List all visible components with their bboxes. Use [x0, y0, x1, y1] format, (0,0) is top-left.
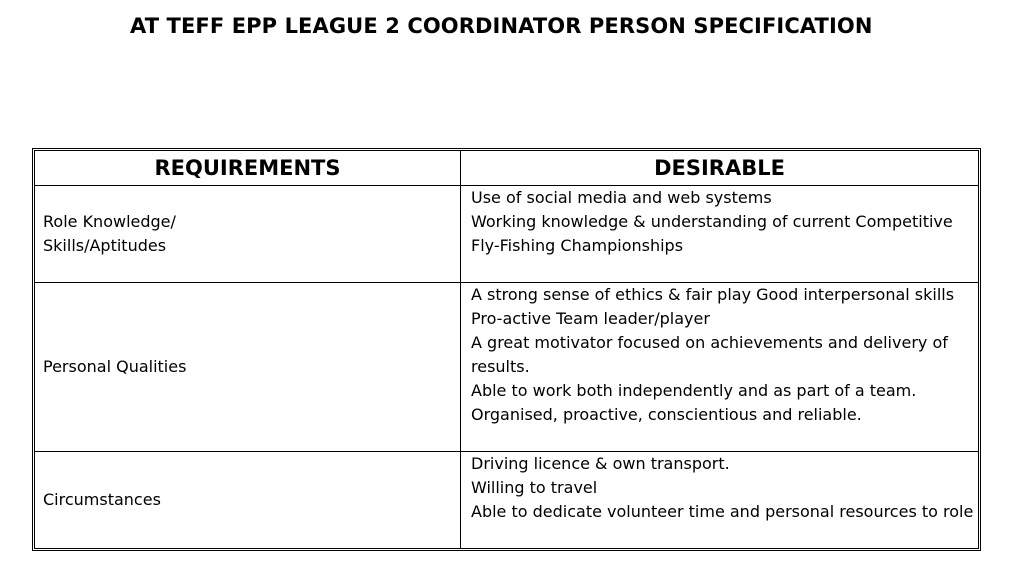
desirable-cell [461, 186, 978, 283]
desirable-text: Able to dedicate volunteer time and personal resources to role [471, 502, 974, 521]
desirable-text: A great motivator focused on achievements and delivery of [471, 333, 948, 352]
desirable-text: Use of social media and web systems [471, 188, 772, 207]
requirement-cell [35, 452, 461, 548]
desirable-text: Able to work both independently and as part of a team. [471, 381, 917, 400]
table-row-circumstances [35, 452, 978, 548]
desirable-text: Working knowledge & understanding of current Competitive [471, 212, 953, 231]
requirement-text: Skills/Aptitudes [43, 236, 167, 255]
desirable-text: Fly-Fishing Championships [471, 236, 684, 255]
desirable-text: Organised, proactive, conscientious and reliable. [471, 405, 862, 424]
requirement-text: Circumstances [43, 490, 161, 509]
requirement-cell [35, 186, 461, 283]
person-specification-table [32, 148, 981, 551]
table-row-role-knowledge [35, 186, 978, 283]
desirable-cell [461, 283, 978, 452]
desirable-text: Pro-active Team leader/player [471, 309, 710, 328]
desirable-cell [461, 452, 978, 548]
desirable-text: Driving licence & own transport. [471, 454, 730, 473]
table-row-personal-qualities [35, 283, 978, 452]
document-title: AT TEFF EPP LEAGUE 2 COORDINATOR PERSON SPECIFICATION [130, 14, 873, 38]
desirable-text: A strong sense of ethics & fair play Good interpersonal skills [471, 285, 955, 304]
requirement-cell [35, 283, 461, 452]
table-header-row [35, 151, 978, 186]
requirement-text: Personal Qualities [43, 357, 187, 376]
requirement-text: Role Knowledge/ [43, 212, 176, 231]
desirable-text: results. [471, 357, 530, 376]
requirements-header: REQUIREMENTS [35, 151, 461, 186]
desirable-text: Willing to travel [471, 478, 598, 497]
desirable-header: DESIRABLE [461, 151, 978, 186]
